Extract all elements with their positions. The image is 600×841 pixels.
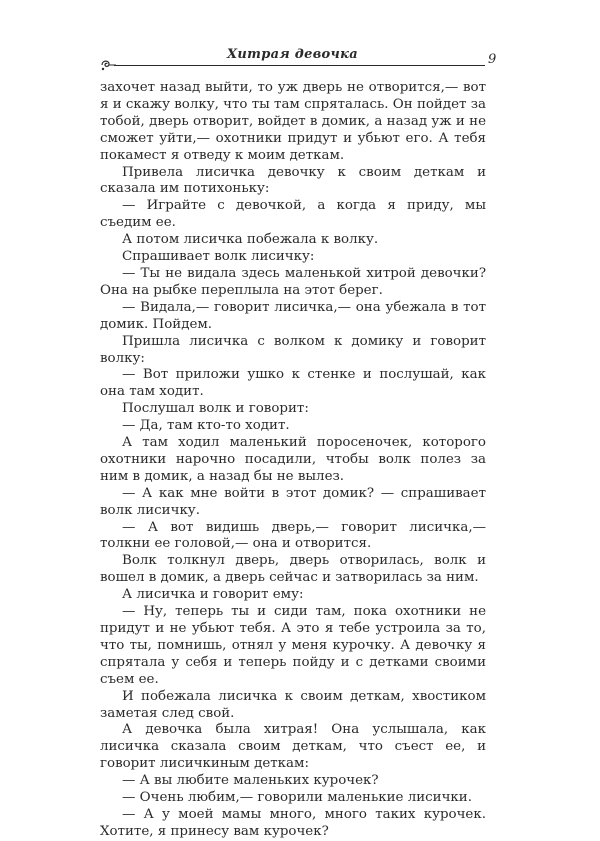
paragraph: — Вот приложи ушко к стенке и послушай, как она там ходит. [100,367,486,400]
paragraph: — А как мне войти в этот домик? — спрашивает волк лисичку. [100,485,486,518]
paragraph: — Играйте с девочкой, а когда я приду, мы съедим ее. [100,198,486,231]
paragraph: Пришла лисичка с волком к домику и говорит волку: [100,333,486,366]
body-text [100,80,486,841]
paragraph: И побежала лисичка к своим деткам, хвостиком заметая след свой. [100,688,486,721]
paragraph: Привела лисичка девочку к своим деткам и сказала им потихоньку: [100,164,486,197]
paragraph: — Видала,— говорит лисичка,— она убежала в тот домик. Пойдем. [100,299,486,332]
paragraph: А там ходил маленький поросеночек, которого охотники нарочно посадили, чтобы волк полез за ним в домик, а назад бы не вылез. [100,435,486,484]
paragraph: — А у моей мамы много, много таких курочек. Хотите, я принесу вам курочек? [100,806,486,839]
paragraph: Волк толкнул дверь, дверь отворилась, волк и вошел в домик, а дверь сейчас и затворилась за ним. [100,553,486,586]
paragraph: — Ну, теперь ты и сиди там, пока охотники не придут и не убьют тебя. А это я тебе устроила за то, что ты, помнишь, отнял у меня курочку. А девочку я спрятала у себя и теперь пойду и с детками своими съем ее. [100,604,486,687]
header-rule [114,65,485,66]
paragraph: Спрашивает волк лисичку: [122,249,315,265]
running-header [100,40,485,76]
running-title: Хитрая девочка [227,47,358,62]
paragraph: захочет назад выйти, то уж дверь не отворится,— вот я и скажу волку, что ты там спряталась. Он пойдет за тобой, дверь отворит, войдет в домик, а назад уж и не сможет уйти,— охотники придут и убьют его. А тебя покамест я отведу к моим деткам. [100,80,486,163]
paragraph: — А вы любите маленьких курочек? [122,773,379,789]
paragraph: — Ты не видала здесь маленькой хитрой девочки? Она на рыбке переплыла на этот берег. [100,265,486,298]
paragraph: А потом лисичка побежала к волку. [122,232,379,248]
paragraph: А девочка была хитрая! Она услышала, как лисичка сказала своим деткам, что съест ее, и говорит лисичкиным деткам: [100,722,486,772]
paragraph: Послушал волк и говорит: [122,401,309,417]
paragraph: — А вот видишь дверь,— говорит лисичка,— толкни ее головой,— она и отворится. [100,519,486,552]
paragraph: А лисичка и говорит ему: [122,587,304,603]
paragraph: — Да, там кто-то ходит. [122,418,290,434]
page-number: 9 [488,52,497,67]
paragraph: — Очень любим,— говорили маленькие лисички. [122,790,472,806]
